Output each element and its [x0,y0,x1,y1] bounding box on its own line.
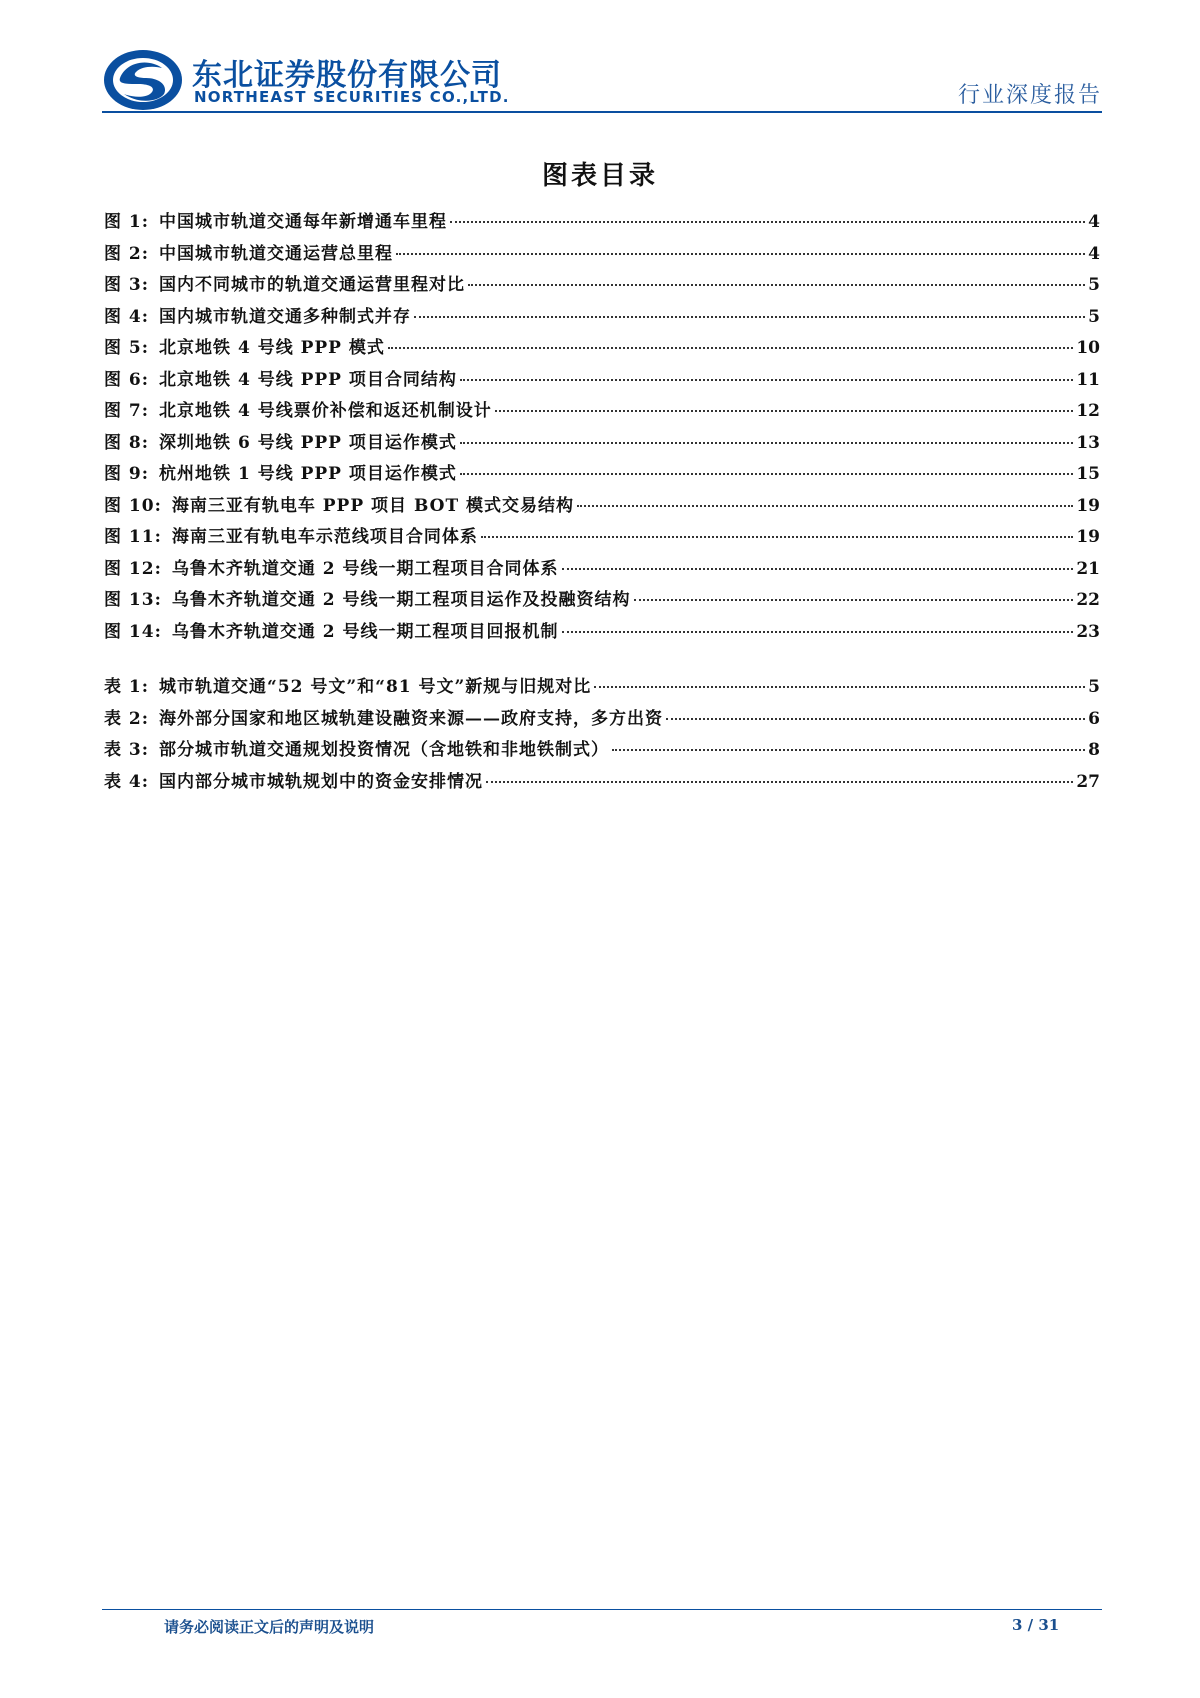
toc-entry-title: 北京地铁 4 号线 PPP 项目合同结构 [159,369,457,390]
toc-entry-number: 图 8: [104,432,150,453]
toc-entry-number: 表 4: [104,771,150,792]
toc-table-entry[interactable] [104,735,1100,767]
toc-figure-entry[interactable] [104,365,1100,397]
dot-leader [612,748,1085,751]
dot-leader [486,780,1073,783]
toc-entry-page: 19 [1076,495,1100,516]
footer-divider [102,1609,1102,1610]
dot-leader [594,685,1085,688]
toc-figure-entry[interactable] [104,239,1100,271]
dot-leader [495,409,1074,412]
toc-figure-entry[interactable] [104,396,1100,428]
dot-leader [396,252,1085,255]
footer-disclaimer: 请务必阅读正文后的声明及说明 [164,1618,375,1636]
toc-entry-page: 8 [1088,740,1100,760]
toc-figure-entry[interactable] [104,270,1100,302]
toc-entry-title: 城市轨道交通“52 号文”和“81 号文”新规与旧规对比 [159,677,592,697]
toc-entry-page: 12 [1076,401,1100,421]
toc-entry-page: 13 [1076,432,1100,453]
toc-entry-number: 表 3: [104,740,150,760]
toc-figure-entry[interactable] [104,302,1100,334]
toc-entry-title: 杭州地铁 1 号线 PPP 项目运作模式 [159,464,457,484]
toc-figure-entry[interactable] [104,428,1100,460]
toc-entry-title: 部分城市轨道交通规划投资情况（含地铁和非地铁制式） [159,740,610,760]
toc-entry-page: 5 [1088,275,1100,295]
toc-entry-title: 乌鲁木齐轨道交通 2 号线一期工程项目回报机制 [171,621,559,642]
toc-entry-number: 表 1: [104,677,150,697]
toc-entry-title: 海南三亚有轨电车示范线项目合同体系 [171,527,478,547]
toc-entry-page: 10 [1076,338,1100,358]
dot-leader [460,378,1073,381]
toc-entry-title: 海南三亚有轨电车 PPP 项目 BOT 模式交易结构 [171,495,575,516]
toc-entry-page: 15 [1076,464,1100,484]
page-title: 图表目录 [541,161,658,191]
toc-entry-title: 国内部分城市城轨规划中的资金安排情况 [159,771,484,792]
dot-leader [666,717,1085,720]
toc-entry-number: 图 4: [104,306,150,327]
toc-entry-number: 图 2: [104,243,150,264]
toc-entry-number: 图 12: [104,558,162,579]
toc-entry-number: 图 7: [104,401,150,421]
toc-entry-number: 图 1: [104,212,150,232]
report-type-label: 行业深度报告 [957,83,1102,108]
table-entries [104,672,1100,798]
toc-entry-page: 5 [1088,306,1100,327]
toc-entry-title: 国内城市轨道交通多种制式并存 [159,306,412,327]
toc-entry-title: 乌鲁木齐轨道交通 2 号线一期工程项目运作及投融资结构 [171,590,631,610]
toc-entry-title: 北京地铁 4 号线 PPP 模式 [159,338,385,358]
toc-figure-entry[interactable] [104,617,1100,649]
toc-entry-number: 表 2: [104,708,150,729]
toc-entry-title: 北京地铁 4 号线票价补偿和返还机制设计 [159,401,492,421]
toc-entry-page: 6 [1088,708,1100,729]
section-gap [104,648,1100,672]
toc-entry-page: 11 [1076,369,1100,390]
dot-leader [577,504,1073,507]
toc-figure-entry[interactable] [104,459,1100,491]
company-name-en: NORTHEAST SECURITIES CO.,LTD. [194,88,510,106]
toc-figure-entry[interactable] [104,585,1100,617]
toc-entry-title: 海外部分国家和地区城轨建设融资来源——政府支持，多方出资 [159,708,664,729]
dot-leader [450,220,1085,223]
toc-entry-page: 22 [1076,590,1100,610]
toc-entry-number: 图 5: [104,338,150,358]
toc-entry-page: 4 [1088,212,1100,232]
company-name-cn: 东北证券股份有限公司 [192,58,502,93]
toc-entry-number: 图 10: [104,495,162,516]
toc-figure-entry[interactable] [104,522,1100,554]
toc-entry-number: 图 6: [104,369,150,390]
dot-leader [562,567,1074,570]
toc-list [104,207,1100,798]
toc-entry-title: 中国城市轨道交通每年新增通车里程 [159,212,448,232]
toc-entry-page: 5 [1088,677,1100,697]
page-number: 3 / 31 [1012,1616,1060,1634]
toc-entry-number: 图 11: [104,527,162,547]
toc-table-entry[interactable] [104,672,1100,704]
dot-leader [388,346,1073,349]
toc-figure-entry[interactable] [104,554,1100,586]
company-logo-icon [102,48,184,112]
toc-figure-entry[interactable] [104,333,1100,365]
toc-entry-number: 图 3: [104,275,150,295]
dot-leader [460,441,1073,444]
toc-entry-number: 图 13: [104,590,162,610]
dot-leader [634,598,1074,601]
toc-entry-page: 4 [1088,243,1100,264]
figure-entries [104,207,1100,648]
toc-entry-page: 21 [1076,558,1100,579]
toc-entry-number: 图 9: [104,464,150,484]
dot-leader [468,283,1085,286]
toc-figure-entry[interactable] [104,207,1100,239]
dot-leader [460,472,1073,475]
toc-entry-number: 图 14: [104,621,162,642]
toc-table-entry[interactable] [104,767,1100,799]
dot-leader [481,535,1073,538]
toc-entry-page: 27 [1076,771,1100,792]
dot-leader [414,315,1085,318]
toc-entry-title: 中国城市轨道交通运营总里程 [159,243,394,264]
toc-table-entry[interactable] [104,704,1100,736]
toc-figure-entry[interactable] [104,491,1100,523]
toc-entry-page: 19 [1076,527,1100,547]
toc-entry-title: 深圳地铁 6 号线 PPP 项目运作模式 [159,432,457,453]
toc-entry-title: 乌鲁木齐轨道交通 2 号线一期工程项目合同体系 [171,558,559,579]
page-header [102,44,1102,114]
toc-entry-page: 23 [1076,621,1100,642]
dot-leader [562,630,1074,633]
header-divider [102,111,1102,113]
toc-entry-title: 国内不同城市的轨道交通运营里程对比 [159,275,466,295]
